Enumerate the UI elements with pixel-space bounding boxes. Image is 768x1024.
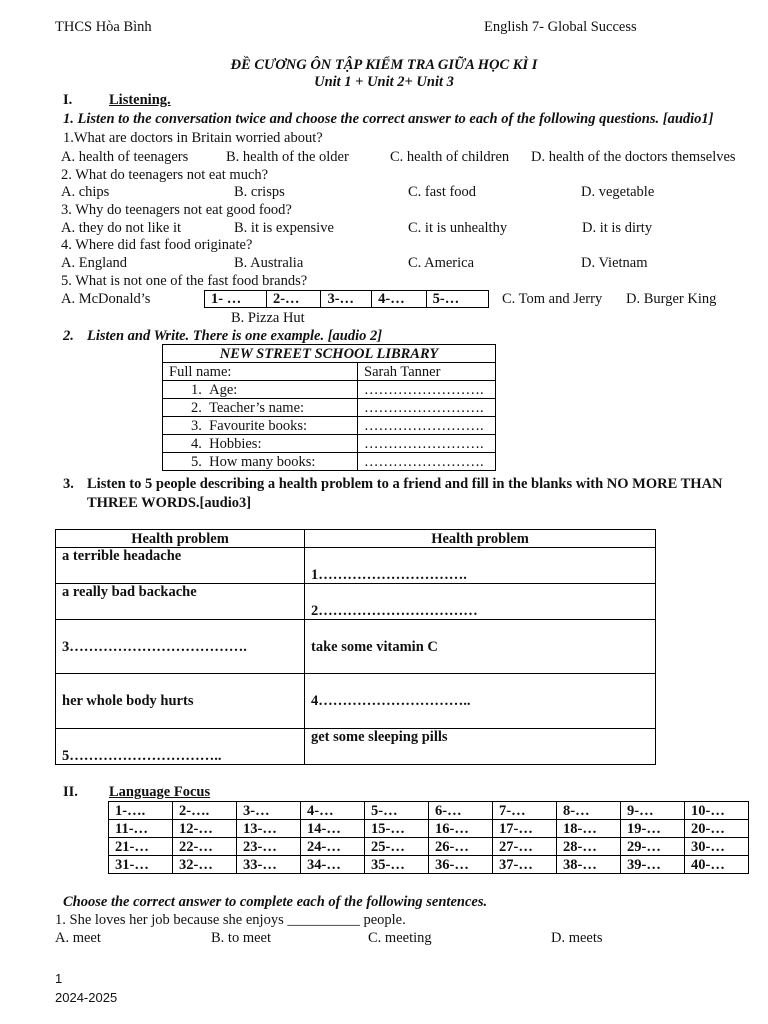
health-blank[interactable]: 2…………………………… <box>305 584 656 620</box>
row-label: Teacher’s name: <box>209 399 305 416</box>
answer-grid-cell[interactable]: 40-… <box>685 856 749 874</box>
lf-q1-option-a: A. meet <box>55 930 101 946</box>
part3-instruction: Listen to 5 people describing a health problem to a friend and fill in the blanks with NO MORE THAN <box>87 476 723 492</box>
answer-grid-cell[interactable]: 35-… <box>365 856 429 874</box>
answer-grid-cell[interactable]: 38-… <box>557 856 621 874</box>
answer-grid-cell[interactable]: 24-… <box>301 838 365 856</box>
library-row-label <box>163 435 358 453</box>
section1-heading: Listening. <box>109 92 171 108</box>
health-cell: a really bad backache <box>56 584 305 620</box>
q3-option-c: C. it is unhealthy <box>408 220 508 236</box>
example-label: Full name: <box>163 363 358 381</box>
health-table-header: Health problem <box>56 530 305 548</box>
section2-instruction: Choose the correct answer to complete each of the following sentences. <box>63 894 488 910</box>
answer-grid-cell[interactable]: 10-… <box>685 802 749 820</box>
lf-q1-option-b: B. to meet <box>211 930 272 946</box>
part3-instruction-line2: THREE WORDS.[audio3] <box>87 495 252 511</box>
answer-grid-cell[interactable]: 22-… <box>173 838 237 856</box>
part1-instruction: 1. Listen to the conversation twice and choose the correct answer to each of the following questions. [audio1] <box>63 111 714 127</box>
answer-grid-cell[interactable]: 11-… <box>109 820 173 838</box>
answer-grid-cell[interactable]: 31-… <box>109 856 173 874</box>
school-year: 2024-2025 <box>55 990 118 1005</box>
row-label: Age: <box>209 381 238 398</box>
lf-question-1: 1. She loves her job because she enjoys __________ people. <box>55 912 406 928</box>
part2-instruction: Listen and Write. There is one example. [audio 2] <box>87 328 383 344</box>
lf-q1-option-c: C. meeting <box>368 930 432 946</box>
library-row-label <box>163 399 358 417</box>
q1-option-c: C. health of children <box>390 149 510 165</box>
question-3: 3. Why do teenagers not eat good food? <box>61 202 292 218</box>
answer-grid-cell[interactable]: 36-… <box>429 856 493 874</box>
answer-grid-cell[interactable]: 6-… <box>429 802 493 820</box>
answer-grid-cell[interactable]: 14-… <box>301 820 365 838</box>
section2-number: II. <box>63 784 78 800</box>
library-row-label <box>163 417 358 435</box>
answer-grid-cell[interactable]: 16-… <box>429 820 493 838</box>
answer-grid-cell[interactable]: 32-… <box>173 856 237 874</box>
q2-option-a: A. chips <box>61 184 110 200</box>
answer-grid-cell[interactable]: 23-… <box>237 838 301 856</box>
example-value: Sarah Tanner <box>358 363 496 381</box>
answer-grid-cell[interactable]: 13-… <box>237 820 301 838</box>
answer-grid-cell[interactable]: 15-… <box>365 820 429 838</box>
library-row-blank[interactable]: ……………………. <box>358 417 496 435</box>
health-blank[interactable]: 1…………………………. <box>305 548 656 584</box>
q1-option-d: D. health of the doctors themselves <box>531 149 736 165</box>
library-table <box>162 344 496 471</box>
answer-box[interactable]: 5-… <box>426 291 488 308</box>
library-row-blank[interactable]: ……………………. <box>358 381 496 399</box>
library-table-title: NEW STREET SCHOOL LIBRARY <box>163 345 496 363</box>
health-blank[interactable]: 4………………………….. <box>305 674 656 729</box>
answer-grid-cell[interactable]: 12-… <box>173 820 237 838</box>
part2-number: 2. <box>63 328 74 344</box>
question-1: 1.What are doctors in Britain worried about? <box>63 130 323 146</box>
answer-grid-cell[interactable]: 27-… <box>493 838 557 856</box>
q2-option-b: B. crisps <box>234 184 285 200</box>
document-subtitle: Unit 1 + Unit 2+ Unit 3 <box>314 74 454 90</box>
answer-grid-cell[interactable]: 4-… <box>301 802 365 820</box>
q5-option-c: C. Tom and Jerry <box>502 291 603 307</box>
answer-grid-cell[interactable]: 30-… <box>685 838 749 856</box>
answer-grid-cell[interactable]: 17-… <box>493 820 557 838</box>
q5-option-a: A. McDonald’s <box>61 291 151 307</box>
row-label: Hobbies: <box>209 435 262 452</box>
section2-heading: Language Focus <box>109 784 211 800</box>
answer-grid-cell[interactable]: 3-… <box>237 802 301 820</box>
q4-option-d: D. Vietnam <box>581 255 648 271</box>
health-cell: take some vitamin C <box>305 620 656 674</box>
library-row-blank[interactable]: ……………………. <box>358 453 496 471</box>
answer-grid-cell[interactable]: 37-… <box>493 856 557 874</box>
q4-option-c: C. America <box>408 255 475 271</box>
answer-grid <box>108 801 749 874</box>
section1-number: I. <box>63 92 73 108</box>
answer-box[interactable]: 3-… <box>321 291 372 308</box>
library-row-blank[interactable]: ……………………. <box>358 399 496 417</box>
q1-option-b: B. health of the older <box>226 149 349 165</box>
answer-box[interactable]: 4-… <box>372 291 427 308</box>
lf-q1-option-d: D. meets <box>551 930 603 946</box>
health-cell: her whole body hurts <box>56 674 305 729</box>
q3-option-a: A. they do not like it <box>61 220 182 236</box>
health-blank[interactable]: 3………………………………. <box>56 620 305 674</box>
row-number: 3. <box>191 417 202 434</box>
q2-option-d: D. vegetable <box>581 184 655 200</box>
answer-grid-cell[interactable]: 2-…. <box>173 802 237 820</box>
q4-option-b: B. Australia <box>234 255 304 271</box>
question-4: 4. Where did fast food originate? <box>61 237 253 253</box>
answer-grid-row <box>109 856 749 874</box>
answer-grid-cell[interactable]: 26-… <box>429 838 493 856</box>
answer-grid-cell[interactable]: 28-… <box>557 838 621 856</box>
answer-grid-cell[interactable]: 9-… <box>621 802 685 820</box>
question-2: 2. What do teenagers not eat much? <box>61 167 269 183</box>
q5-option-b: B. Pizza Hut <box>231 310 305 326</box>
answer-box[interactable]: 1- … <box>205 291 267 308</box>
library-row-label <box>163 381 358 399</box>
answer-grid-cell[interactable]: 25-… <box>365 838 429 856</box>
answer-grid-row <box>109 838 749 856</box>
library-row-label <box>163 453 358 471</box>
answer-grid-cell[interactable]: 19-… <box>621 820 685 838</box>
health-blank[interactable]: 5………………………….. <box>56 729 305 765</box>
row-label: Favourite books: <box>209 417 307 434</box>
answer-grid-cell[interactable]: 29-… <box>621 838 685 856</box>
q4-option-a: A. England <box>61 255 128 271</box>
q3-option-d: D. it is dirty <box>582 220 653 236</box>
question-5: 5. What is not one of the fast food brands? <box>61 273 308 289</box>
answer-grid-row <box>109 802 749 820</box>
answer-grid-cell[interactable]: 20-… <box>685 820 749 838</box>
answer-grid-cell[interactable]: 39-… <box>621 856 685 874</box>
health-cell: a terrible headache <box>56 548 305 584</box>
row-label: How many books: <box>209 453 316 470</box>
health-table-header: Health problem <box>305 530 656 548</box>
row-number: 4. <box>191 435 202 452</box>
row-number: 2. <box>191 399 202 416</box>
part3-number: 3. <box>63 476 74 492</box>
row-number: 1. <box>191 381 202 398</box>
answer-grid-cell[interactable]: 7-… <box>493 802 557 820</box>
document-title: ĐỀ CƯƠNG ÔN TẬP KIỂM TRA GIỮA HỌC KÌ I <box>230 57 538 73</box>
course-name: English 7- Global Success <box>484 19 637 35</box>
part1-answer-boxes <box>204 290 489 308</box>
q2-option-c: C. fast food <box>408 184 477 200</box>
answer-grid-cell[interactable]: 34-… <box>301 856 365 874</box>
answer-grid-cell[interactable]: 5-… <box>365 802 429 820</box>
health-cell: get some sleeping pills <box>305 729 656 765</box>
health-table <box>55 529 656 765</box>
q3-option-b: B. it is expensive <box>234 220 334 236</box>
answer-box[interactable]: 2-… <box>266 291 321 308</box>
answer-grid-cell[interactable]: 33-… <box>237 856 301 874</box>
answer-grid-cell[interactable]: 21-… <box>109 838 173 856</box>
answer-grid-cell[interactable]: 1-…. <box>109 802 173 820</box>
answer-grid-cell[interactable]: 18-… <box>557 820 621 838</box>
q1-option-a: A. health of teenagers <box>61 149 189 165</box>
answer-grid-cell[interactable]: 8-… <box>557 802 621 820</box>
answer-grid-row <box>109 820 749 838</box>
page-number: 1 <box>55 971 63 986</box>
library-row-blank[interactable]: ……………………. <box>358 435 496 453</box>
row-number: 5. <box>191 453 202 470</box>
school-name: THCS Hòa Bình <box>55 19 152 35</box>
q5-option-d: D. Burger King <box>626 291 717 307</box>
